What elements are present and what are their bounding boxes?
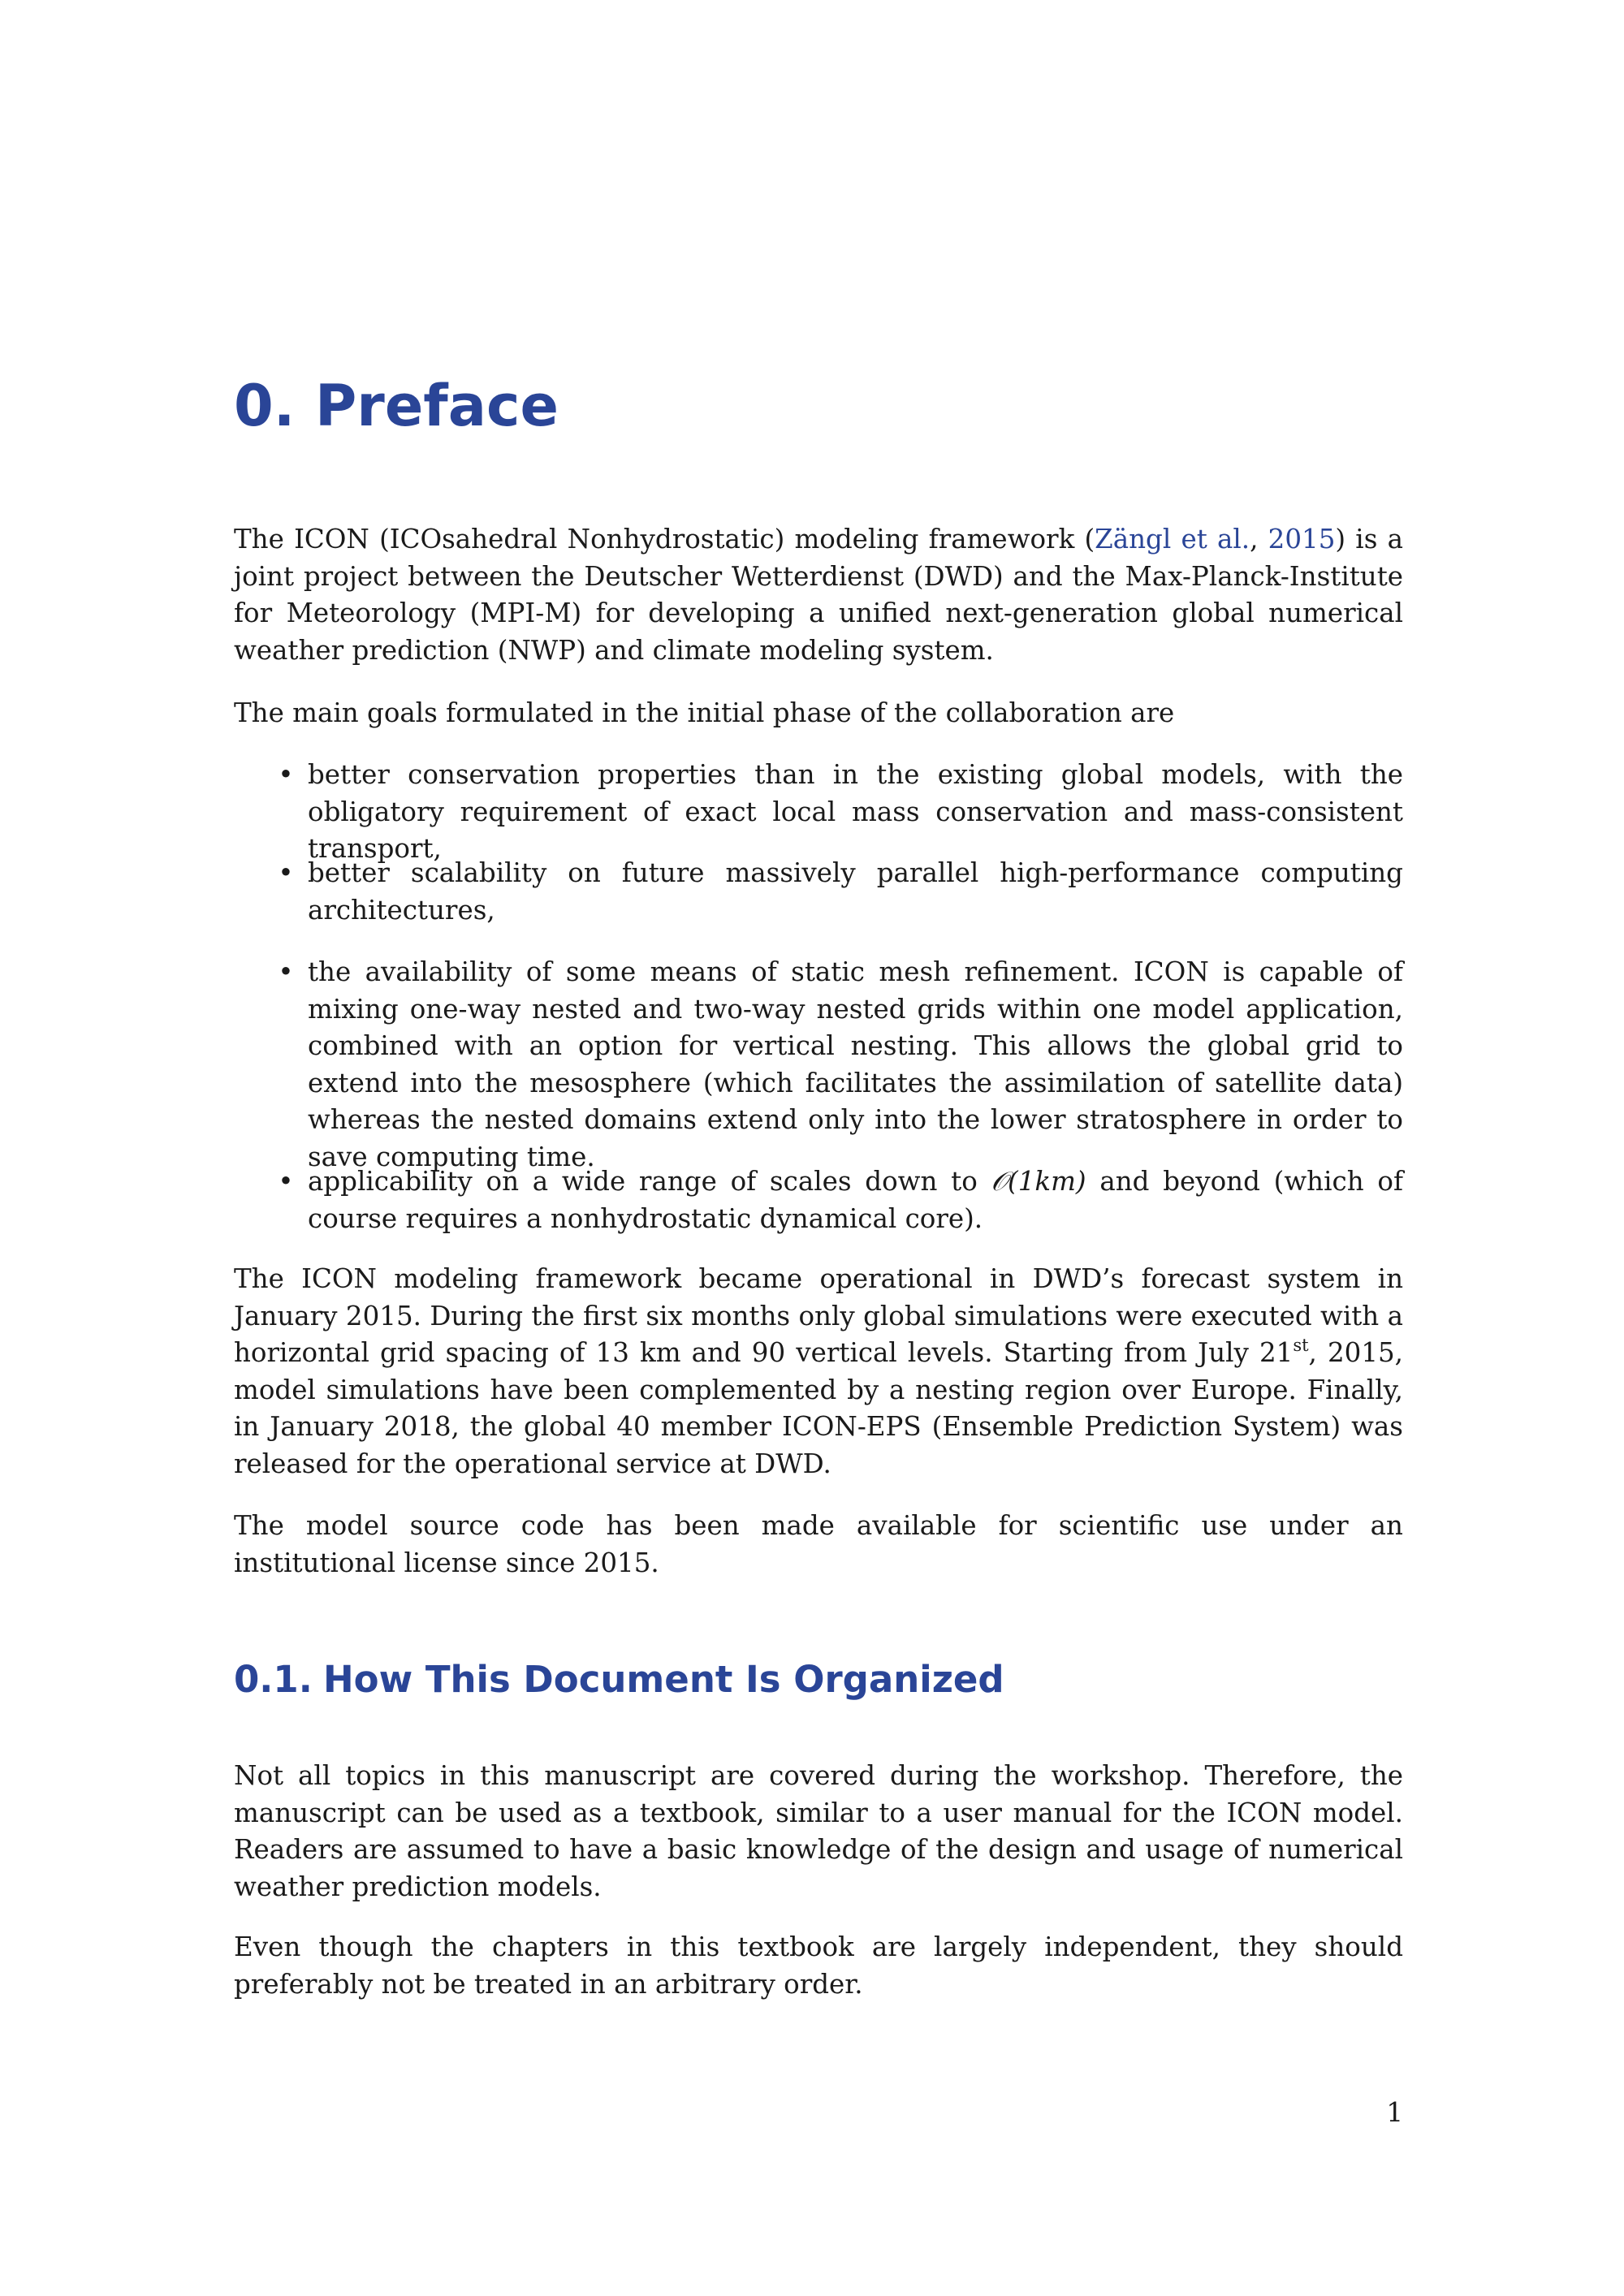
list-item-text-end: and beyond (which of course requires a nonhydrostatic dynamical core).: [308, 1166, 1403, 1234]
section-number: 0.1.: [234, 1658, 313, 1701]
ordinal-superscript: st: [1293, 1336, 1309, 1355]
bullet-icon: •: [278, 1166, 294, 1197]
list-item: [278, 1163, 1403, 1237]
list-item-text: applicability on a wide range of scales down to: [308, 1166, 991, 1197]
bullet-icon: •: [278, 759, 294, 790]
section-paragraph-1: Not all topics in this manuscript are covered during the workshop. Therefore, the manuscript can be used as a textbook, similar to a user manual for the ICON model. Readers are assumed to have a basic knowledge of the design and usage of numerical weather prediction models.: [234, 1760, 1403, 1902]
list-item-text: better scalability on future massively parallel high-performance computing architectures,: [308, 857, 1403, 926]
list-item: [278, 757, 1403, 868]
citation-separator: ,: [1250, 524, 1268, 555]
chapter-title: Preface: [315, 373, 559, 439]
citation-link[interactable]: [1095, 524, 1335, 555]
page-number: 1: [1386, 2097, 1403, 2128]
intro-text-start: The ICON (ICOsahedral Nonhydrostatic) modeling framework (: [234, 524, 1095, 555]
operational-text-start: The ICON modeling framework became operational in DWD’s forecast system in January 2015. During the first six months only global simulations were executed with a horizontal grid spacing of 13 km and 90 vertical levels. Starting from July 21: [234, 1263, 1403, 1368]
section-title: How This Document Is Organized: [323, 1658, 1004, 1701]
intro-paragraph: [234, 521, 1403, 669]
list-item: [278, 954, 1403, 1176]
list-item-text: better conservation properties than in the existing global models, with the obligatory requirement of exact local mass conservation and mass-consistent transport,: [308, 759, 1403, 864]
section-paragraph-2: Even though the chapters in this textbook are largely independent, they should preferably not be treated in an arbitrary order.: [234, 1931, 1403, 2000]
chapter-heading: [234, 357, 1403, 455]
list-item-text: the availability of some means of static mesh refinement. ICON is capable of mixing one-way nested and two-way nested grids within one model application, combined with an option for vertical nesting. This allows the global grid to extend into the mesosphere (which facilitates the assimilation of satellite data) whereas the nested domains extend only into the lower stratosphere in order to save computing time.: [308, 956, 1403, 1172]
goals-intro-paragraph: The main goals formulated in the initial phase of the collaboration are: [234, 697, 1175, 728]
operational-text-end: , 2015, model simulations have been complemented by a nesting region over Europe. Finally, in January 2018, the global 40 member ICON-EPS (Ensemble Prediction System) was released for the operational service at DWD.: [234, 1337, 1404, 1479]
citation-year[interactable]: 2015: [1268, 524, 1336, 555]
math-expression: 𝒪(1km): [991, 1166, 1086, 1197]
license-paragraph: The model source code has been made available for scientific use under an institutional license since 2015.: [234, 1510, 1403, 1578]
section-heading: [234, 1651, 1403, 1708]
bullet-icon: •: [278, 857, 294, 888]
operational-paragraph: [234, 1261, 1403, 1482]
citation-author[interactable]: Zängl et al.: [1095, 524, 1250, 555]
list-item: [278, 855, 1403, 929]
bullet-icon: •: [278, 956, 294, 987]
intro-text-end: ) is a joint project between the Deutscher Wetterdienst (DWD) and the Max-Planck-Institute for Meteorology (MPI-M) for developing a unified next-generation global numerical weather prediction (NWP) and climate modeling system.: [234, 524, 1403, 666]
chapter-number: 0.: [234, 373, 296, 439]
